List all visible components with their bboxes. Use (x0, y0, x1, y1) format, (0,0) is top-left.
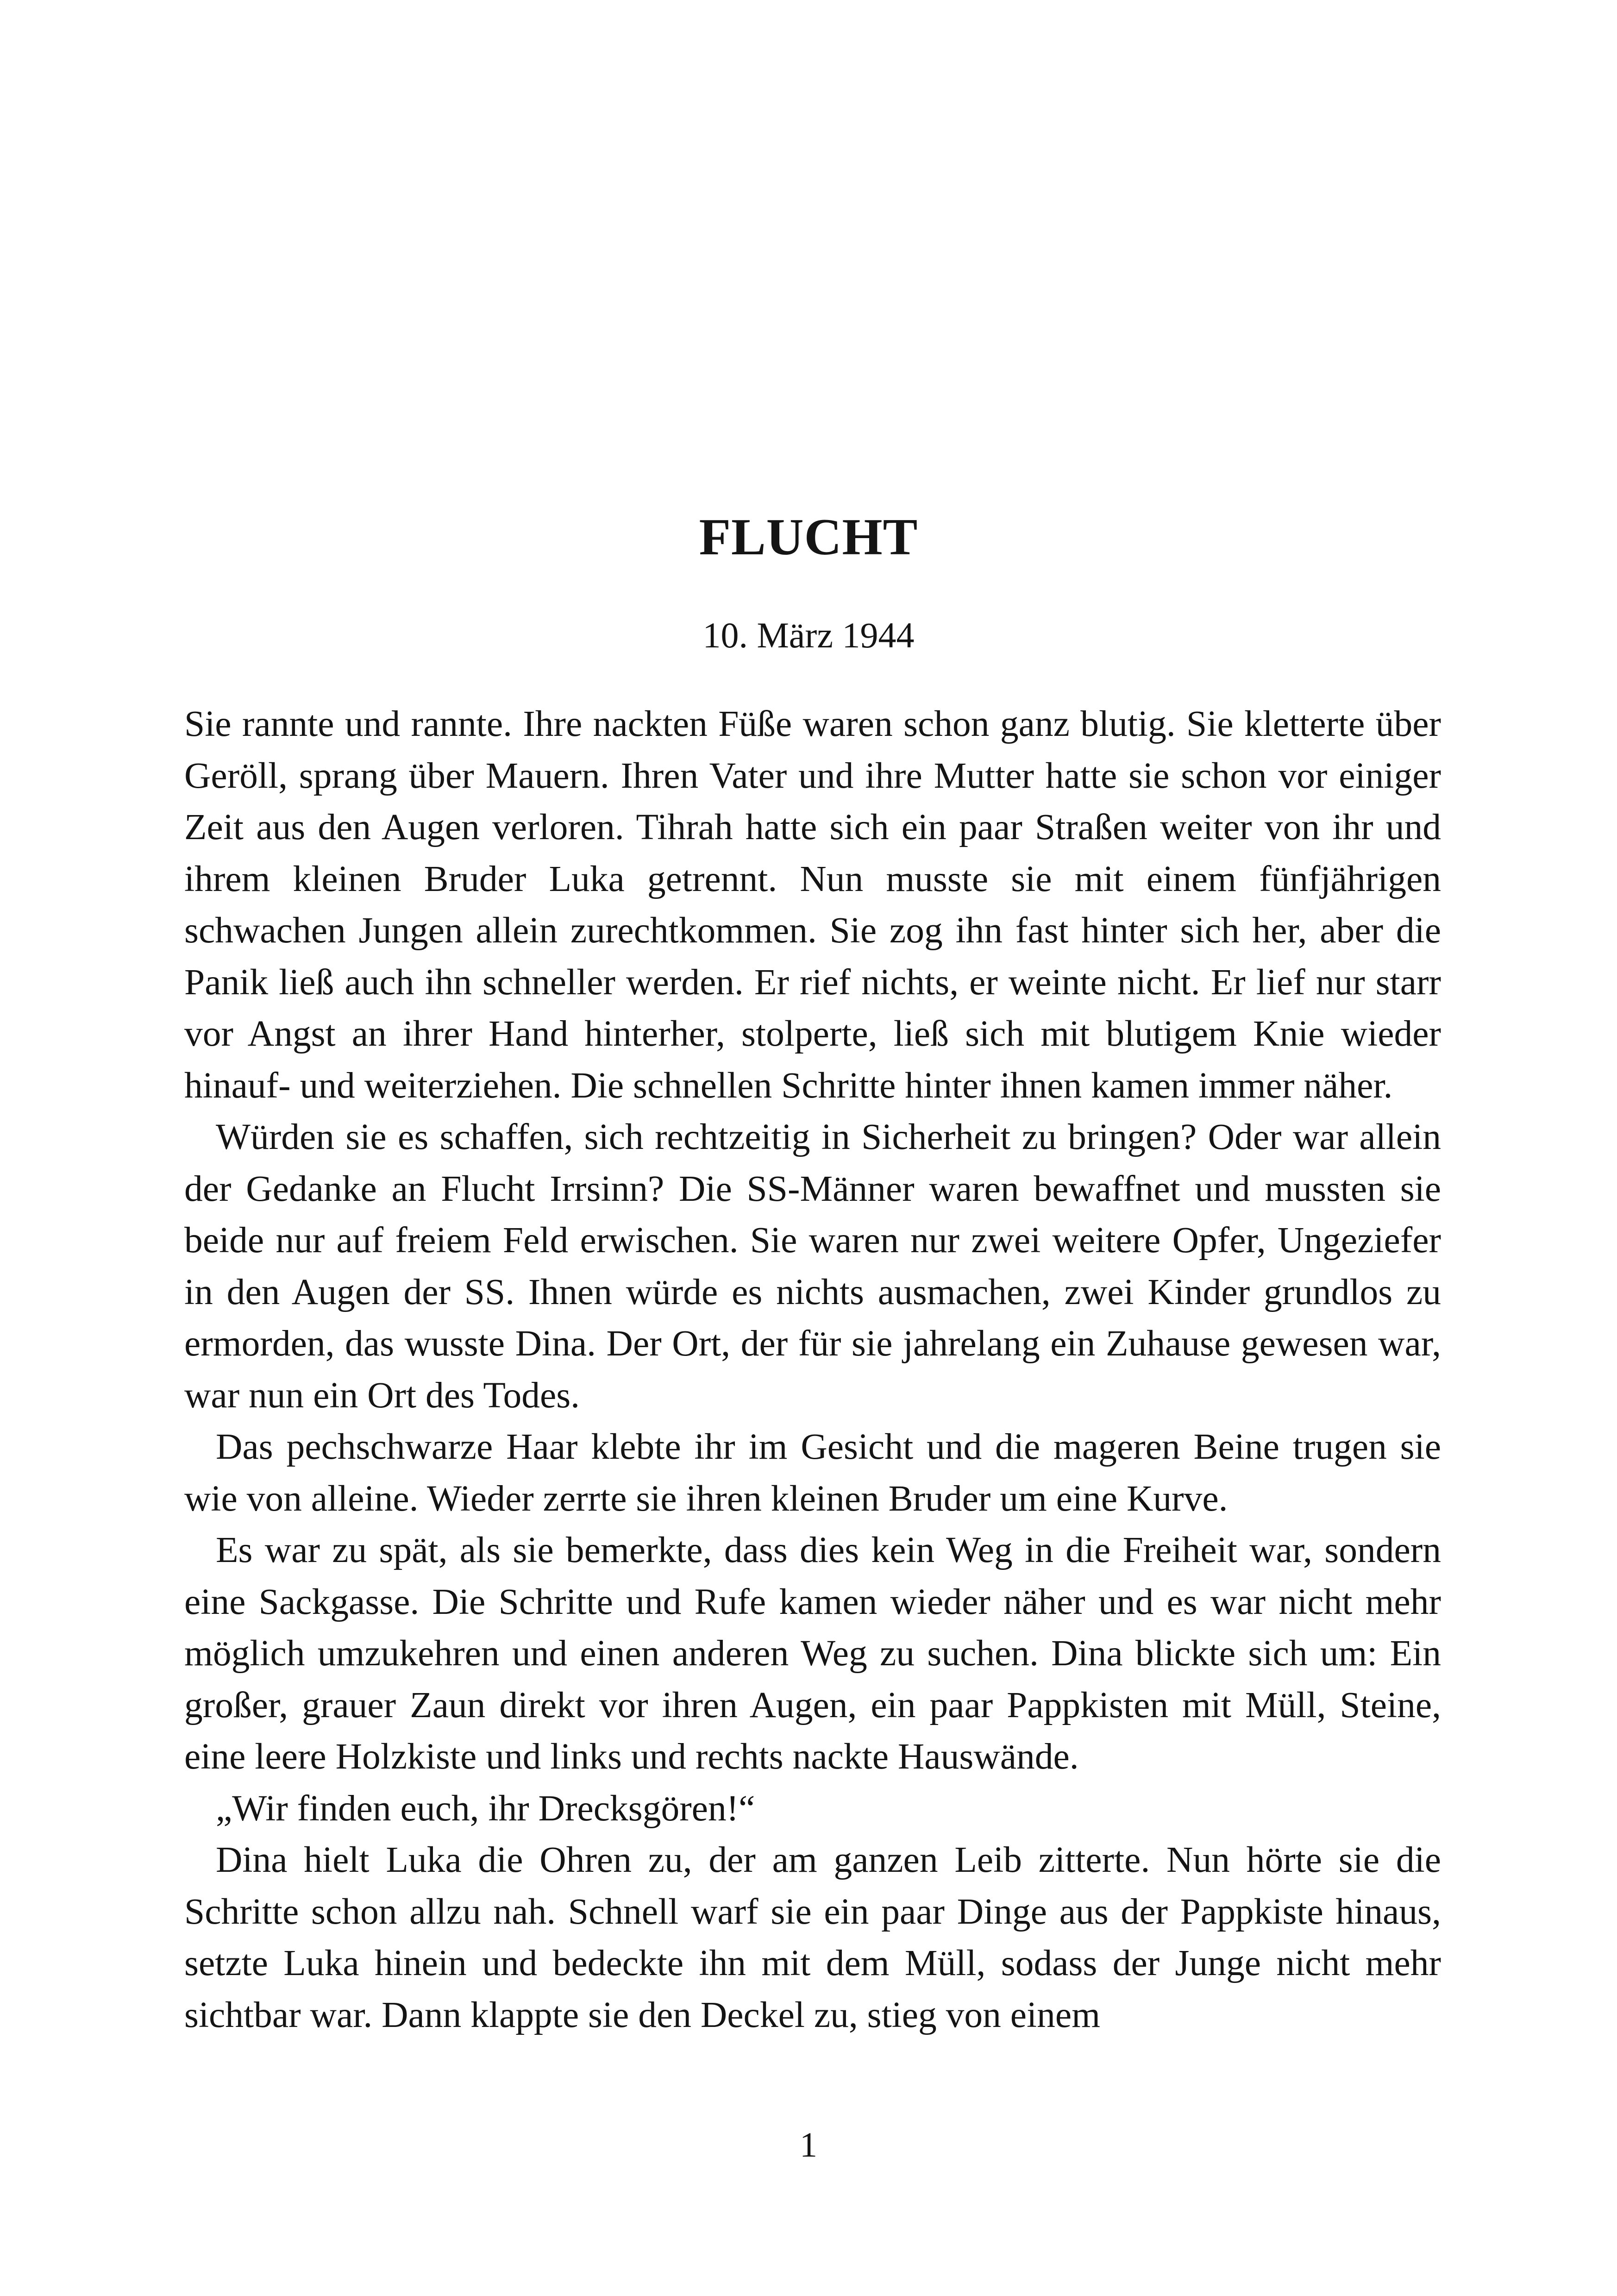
dialogue-paragraph: „Wir finden euch, ihr Drecksgören!“ (216, 1788, 755, 1829)
body-text (184, 698, 1441, 2041)
paragraph: Sie rannte und rannte. Ihre nackten Füße waren schon ganz blutig. Sie kletterte über Geröll, sprang über Mauern. Ihren Vater und ihre Mutter hatte sie schon vor einiger Zeit aus den Augen verloren. Tihrah hatte sich ein paar Straßen weiter von ihr und ihrem kleinen Bruder Luka getrennt. Nun musste sie mit einem fünfjährigen schwachen Jungen allein zurechtkommen. Sie zog ihn fast hinter sich her, aber die Panik ließ auch ihn schneller werden. Er rief nichts, er weinte nicht. Er lief nur starr vor Angst an ihrer Hand hinterher, stolperte, ließ sich mit blutigem Knie wieder hinauf- und weiterziehen. Die schnellen Schritte hinter ihnen kamen immer näher. (184, 703, 1441, 1106)
page-number: 1 (800, 2126, 817, 2164)
chapter-date: 10. März 1944 (702, 615, 915, 655)
paragraph: Dina hielt Luka die Ohren zu, der am ganzen Leib zitterte. Nun hörte sie die Schritte schon allzu nah. Schnell warf sie ein paar Dinge aus der Pappkiste hinaus, setzte Luka hinein und bedeckte ihn mit dem Müll, sodass der Junge nicht mehr sichtbar war. Dann klappte sie den Deckel zu, stieg von einem (184, 1839, 1441, 2035)
paragraph: Würden sie es schaffen, sich rechtzeitig in Sicherheit zu bringen? Oder war allein der Gedanke an Flucht Irrsinn? Die SS-Männer waren bewaffnet und mussten sie beide nur auf freiem Feld erwischen. Sie waren nur zwei weitere Opfer, Ungeziefer in den Augen der SS. Ihnen würde es nichts ausmachen, zwei Kinder grundlos zu ermorden, das wusste Dina. Der Ort, der für sie jahrelang ein Zuhause gewesen war, war nun ein Ort des Todes. (184, 1117, 1441, 1416)
paragraph: Es war zu spät, als sie bemerkte, dass dies kein Weg in die Freiheit war, sondern eine Sackgasse. Die Schritte und Rufe kamen wieder näher und es war nicht mehr möglich umzukehren und einen anderen Weg zu suchen. Dina blickte sich um: Ein großer, grauer Zaun direkt vor ihren Augen, ein paar Pappkisten mit Müll, Steine, eine leere Holzkiste und links und rechts nackte Hauswände. (184, 1530, 1441, 1777)
chapter-title: FLUCHT (699, 508, 918, 566)
paragraph: Das pechschwarze Haar klebte ihr im Gesicht und die mageren Beine trugen sie wie von alleine. Wieder zerrte sie ihren kleinen Bruder um eine Kurve. (184, 1426, 1441, 1519)
